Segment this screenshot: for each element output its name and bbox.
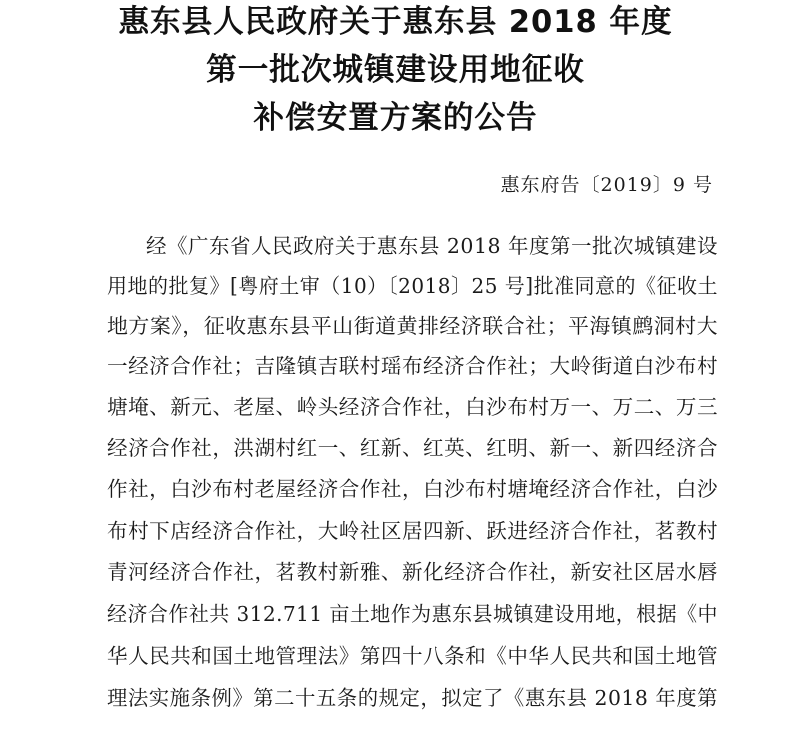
body-line-4 <box>107 351 791 381</box>
body-line-text: 一经济合作社；吉隆镇吉联村瑶布经济合作社；大岭街道白沙布村 <box>107 354 719 378</box>
body-line-5 <box>107 392 791 422</box>
body-line-text: 布村下店经济合作社，大岭社区居四新、跃进经济合作社，茗教村 <box>107 519 719 543</box>
body-line-text: 地方案》，征收惠东县平山街道黄排经济联合社；平海镇鹧洞村大 <box>107 314 719 338</box>
body-line-2 <box>107 271 791 301</box>
body-line-7 <box>107 474 791 504</box>
body-line-text: 塘埯、新元、老屋、岭头经济合作社，白沙布村万一、万二、万三 <box>107 395 719 419</box>
body-line-text: 青河经济合作社，茗教村新雅、新化经济合作社，新安社区居水唇 <box>107 560 719 584</box>
body-line-11 <box>107 641 791 671</box>
body-line-text: 用地的批复》[粤府土审（10）〔2018〕25 号]批准同意的《征收土 <box>107 274 719 298</box>
body-line-text: 经济合作社共 312.711 亩土地作为惠东县城镇建设用地，根据《中 <box>107 602 719 626</box>
body-line-text: 理法实施条例》第二十五条的规定，拟定了《惠东县 2018 年度第 <box>107 686 719 710</box>
body-line-1 <box>146 231 746 261</box>
body-line-9 <box>107 557 791 587</box>
document-title-line-3: 补偿安置方案的公告 <box>253 100 538 136</box>
document-title-line-1: 惠东县人民政府关于惠东县 2018 年度 <box>118 4 673 40</box>
body-line-3 <box>107 311 791 341</box>
body-line-text: 经济合作社，洪湖村红一、红新、红英、红明、新一、新四经济合 <box>107 436 719 460</box>
body-line-text: 经《广东省人民政府关于惠东县 2018 年度第一批次城镇建设 <box>146 234 718 258</box>
document-number: 惠东府告〔2019〕9 号 <box>500 174 713 196</box>
body-line-8 <box>107 516 791 546</box>
body-line-text: 华人民共和国土地管理法》第四十八条和《中华人民共和国土地管 <box>107 644 719 668</box>
document-title-line-2: 第一批次城镇建设用地征收 <box>206 52 585 88</box>
body-line-text: 作社，白沙布村老屋经济合作社，白沙布村塘埯经济合作社，白沙 <box>107 477 719 501</box>
body-line-6 <box>107 433 791 463</box>
body-line-12 <box>107 683 791 713</box>
body-line-10 <box>107 599 791 629</box>
